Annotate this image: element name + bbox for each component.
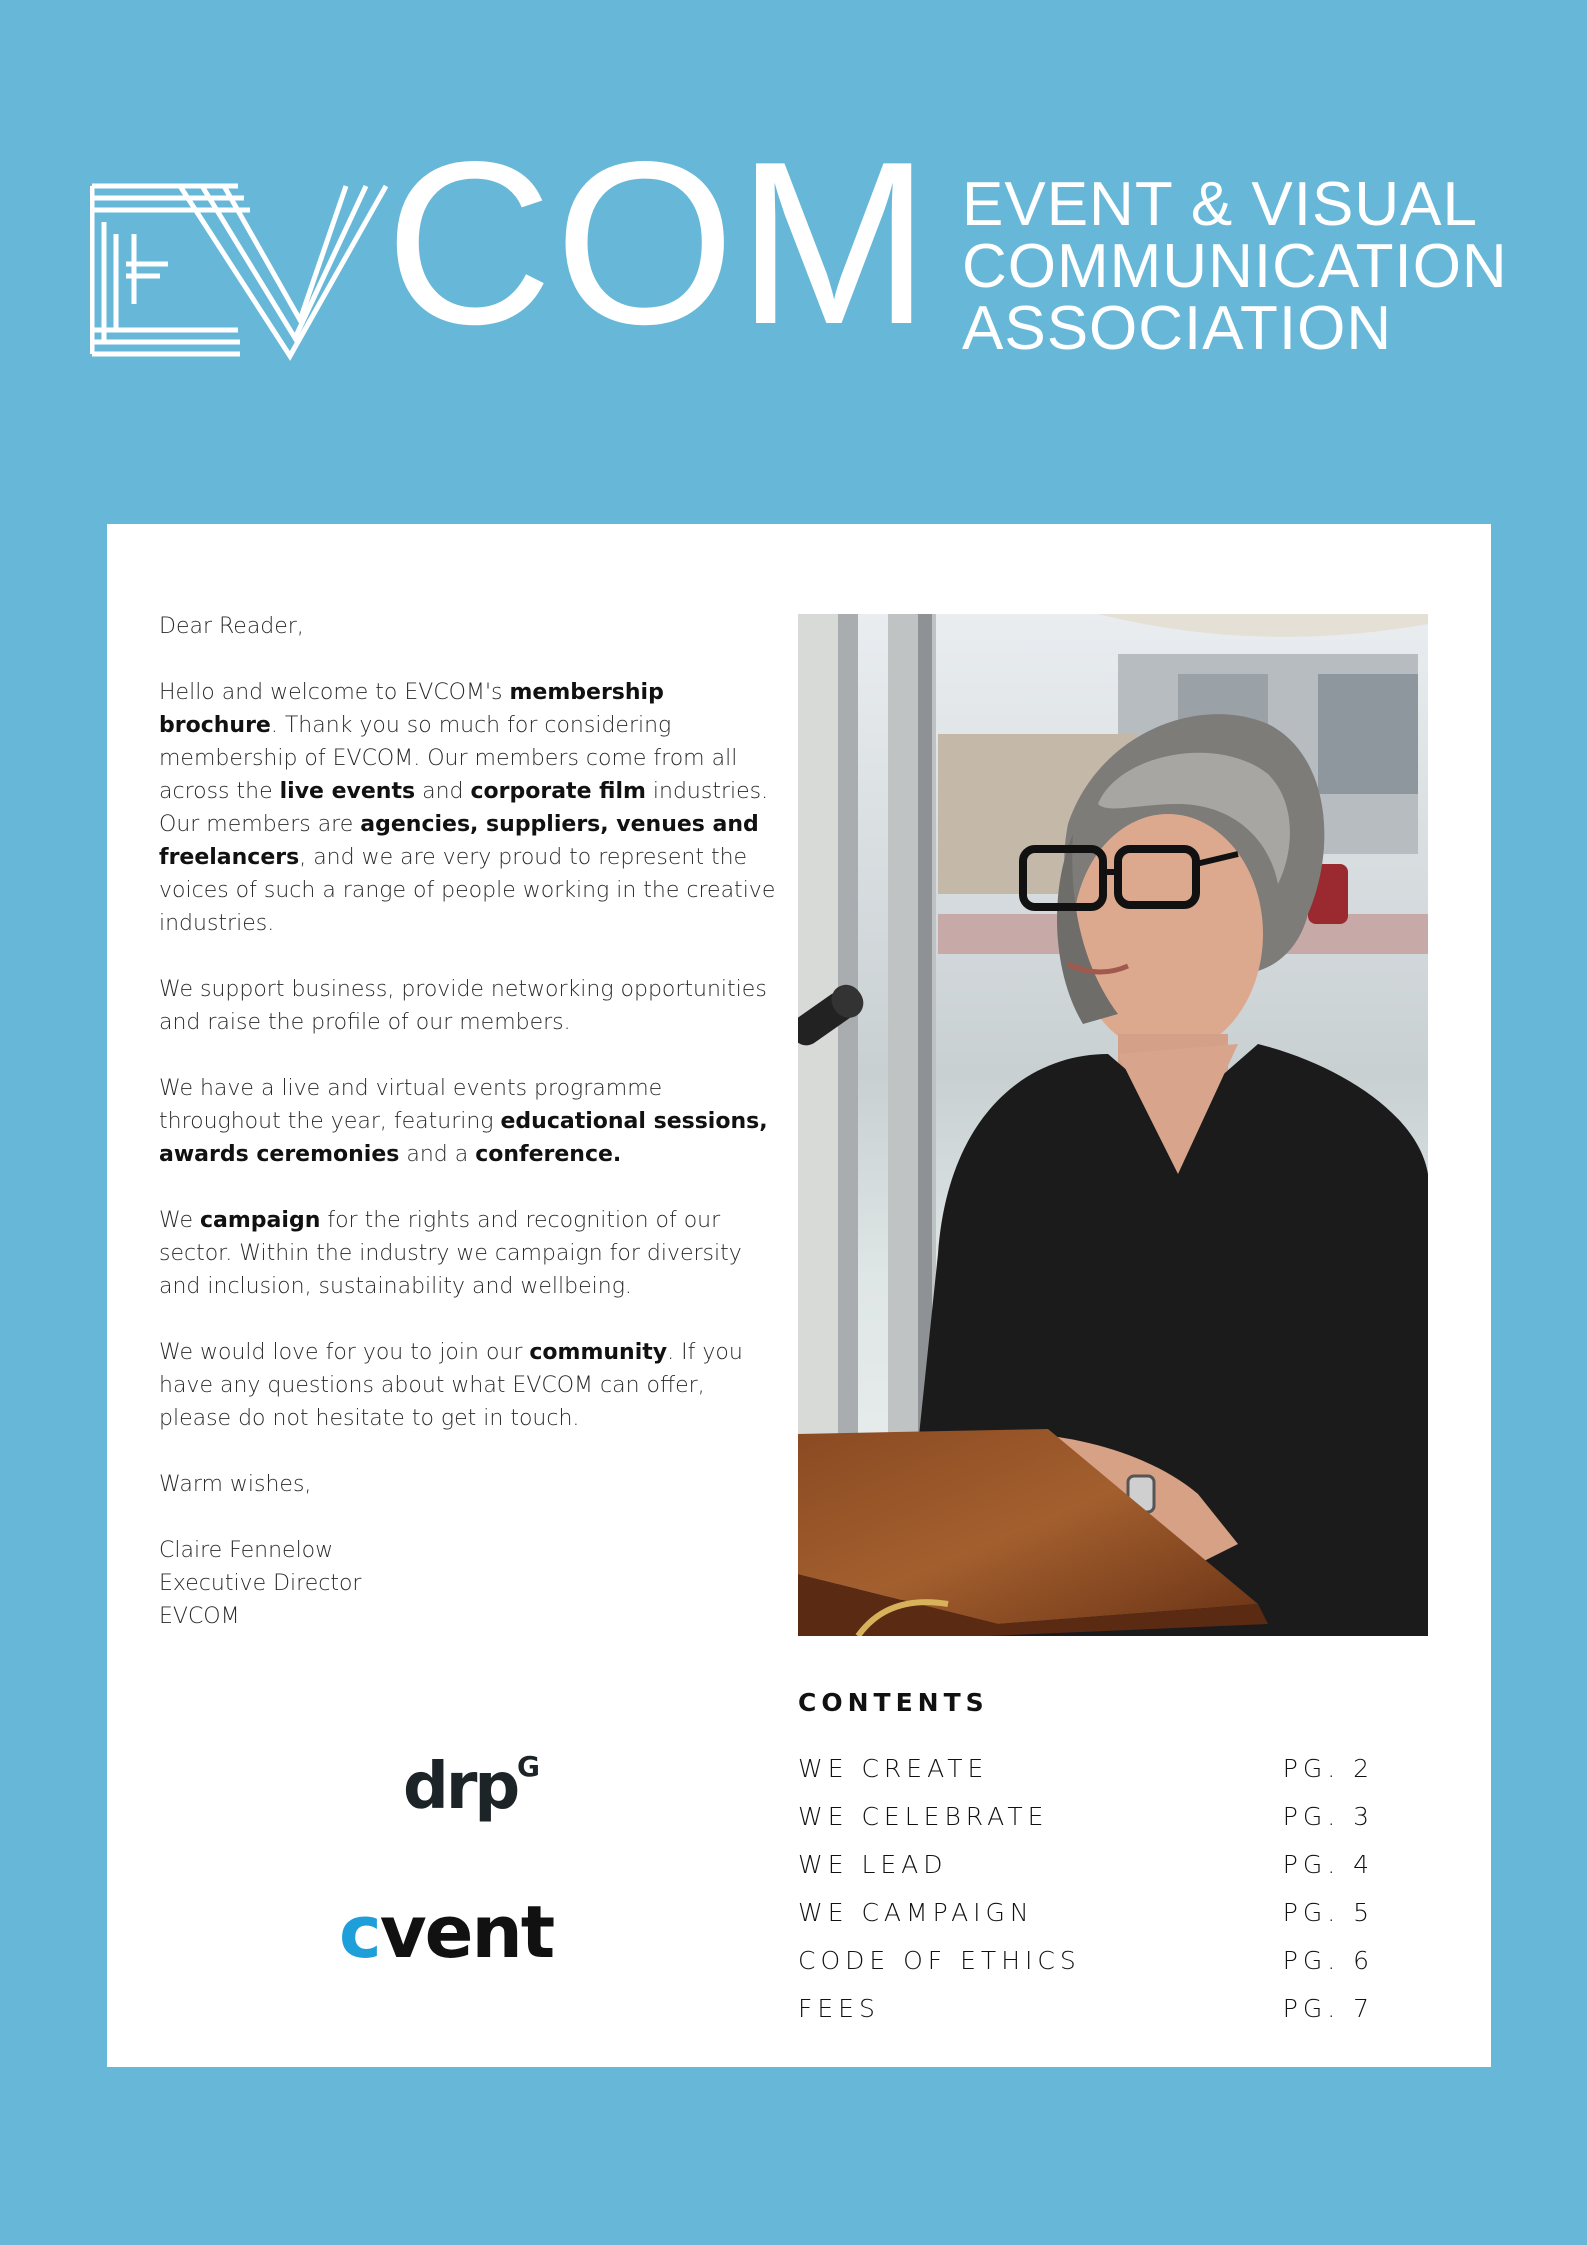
letter-text: industries. Our members are [159, 779, 769, 837]
letter-paragraph-2: We support business, provide networking opportunities and raise the profile of our members. [159, 977, 767, 1035]
cvent-logo-c: c [339, 1890, 380, 1974]
letter-text: , and we are very proud to represent the voices of such a range of people working in the creative industries. [159, 845, 776, 936]
letter-bold: campaign [200, 1208, 321, 1233]
letter-text: Hello and welcome to EVCOM's [159, 680, 510, 705]
welcome-letter [159, 610, 779, 1666]
signature-title: Executive Director [159, 1571, 362, 1596]
letter-text: and [415, 779, 471, 804]
letter-text: . Thank you so much for considering membership of EVCOM. Our members come from all across the [159, 713, 738, 804]
drpg-logo-text: drp [403, 1750, 518, 1824]
signature-name: Claire Fennelow [159, 1538, 334, 1563]
toc-item-page: PG. 6 [1282, 1946, 1374, 1975]
association-name [962, 170, 1508, 363]
cvent-logo-text: vent [379, 1890, 554, 1974]
toc-item[interactable] [798, 1937, 1374, 1985]
toc-item-page: PG. 2 [1282, 1754, 1374, 1783]
drpg-logo [403, 1746, 543, 1836]
letter-greeting: Dear Reader, [159, 614, 304, 639]
brochure-card [107, 524, 1491, 2067]
toc-item[interactable] [798, 1745, 1374, 1793]
letter-bold: educational sessions, awards ceremonies [159, 1109, 768, 1167]
toc-item[interactable] [798, 1841, 1374, 1889]
association-line-2: COMMUNICATION [962, 232, 1508, 301]
letter-bold: membership brochure [159, 680, 664, 738]
evcom-ev-logo-mark [90, 178, 390, 363]
toc-item-page: PG. 5 [1282, 1898, 1374, 1927]
letter-text: . If you have any questions about what EVCOM can offer, please do not hesitate to get in touch. [159, 1340, 743, 1431]
table-of-contents [798, 1688, 1438, 2033]
drpg-logo-graphic [403, 1746, 543, 1836]
letter-bold: conference. [475, 1142, 622, 1167]
toc-item-page: PG. 3 [1282, 1802, 1374, 1831]
toc-item-label: WE CAMPAIGN [798, 1898, 1034, 1927]
header [90, 114, 1510, 373]
letter-bold: agencies, suppliers, venues and freelancers [159, 812, 759, 870]
toc-item-label: WE LEAD [798, 1850, 948, 1879]
letter-paragraph-3 [159, 1072, 779, 1171]
letter-closing: Warm wishes, [159, 1472, 312, 1497]
letter-bold: community [529, 1340, 668, 1365]
letter-text: and a [399, 1142, 476, 1167]
toc-item-page: PG. 4 [1282, 1850, 1374, 1879]
evcom-wordmark: COM [385, 114, 933, 373]
letter-paragraph-4 [159, 1204, 779, 1303]
signature-org: EVCOM [159, 1604, 240, 1629]
toc-item-label: FEES [798, 1994, 880, 2023]
letter-text: We [159, 1208, 200, 1233]
drpg-logo-superscript: G [517, 1750, 540, 1783]
cvent-logo [339, 1890, 605, 1974]
association-line-3: ASSOCIATION [962, 294, 1393, 363]
toc-item-page: PG. 7 [1282, 1994, 1374, 2023]
toc-item-label: WE CELEBRATE [798, 1802, 1049, 1831]
letter-bold: live events [279, 779, 416, 804]
letter-bold: corporate film [470, 779, 646, 804]
toc-item-label: CODE OF ETHICS [798, 1946, 1081, 1975]
toc-item[interactable] [798, 1889, 1374, 1937]
letter-text: for the rights and recognition of our sector. Within the industry we campaign for diversity and inclusion, sustainability and wellbeing. [159, 1208, 742, 1299]
letter-text: We would love for you to join our [159, 1340, 530, 1365]
toc-item[interactable] [798, 1793, 1374, 1841]
contents-title: CONTENTS [798, 1688, 989, 1717]
letter-signature [159, 1534, 779, 1633]
toc-item-label: WE CREATE [798, 1754, 989, 1783]
letter-paragraph-1 [159, 676, 779, 940]
association-line-1: EVENT & VISUAL [962, 170, 1478, 239]
letter-paragraph-5 [159, 1336, 779, 1435]
toc-item[interactable] [798, 1985, 1374, 2033]
speaker-photo-illustration [798, 614, 1428, 1636]
letter-text: We have a live and virtual events programme throughout the year, featuring [159, 1076, 663, 1134]
speaker-photo [798, 614, 1428, 1636]
